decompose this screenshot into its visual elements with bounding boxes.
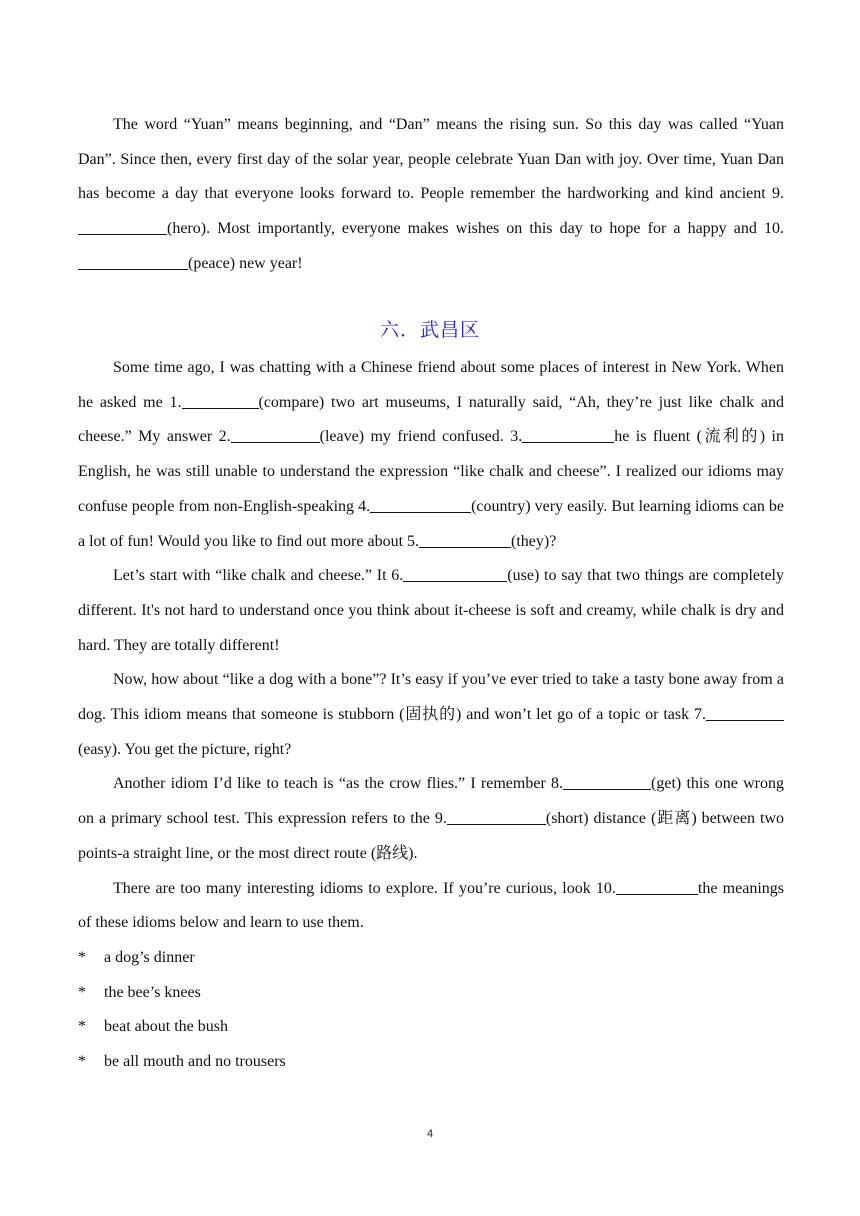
paragraph bbox=[78, 663, 784, 767]
bullet-star-icon: * bbox=[78, 948, 86, 966]
bullet-star-icon: * bbox=[78, 983, 86, 1001]
text-run: The word “Yuan” means beginning, and “Dan” means the rising sun. So this day was called “Yuan Dan”. Since then, every first day of the solar year, people celebrate Yuan Dan with joy. Over time, Yuan Dan has become a day that everyone looks forward to. People remember the hardworking and kind ancient 9. bbox=[78, 116, 784, 203]
bullet-star-icon: * bbox=[78, 1053, 86, 1071]
answer-blank-2[interactable] bbox=[231, 426, 320, 443]
text-run: (short) distance (距离) between two points-a straight line, or the most direct route (路线). bbox=[78, 810, 785, 862]
text-run: (peace) new year! bbox=[188, 254, 303, 272]
text-run: (compare) two art museums, I naturally said, “Ah, they’re just like chalk and cheese.” My answer 2. bbox=[78, 393, 785, 446]
idiom-text: a dog’s dinner bbox=[104, 948, 195, 966]
paragraph bbox=[78, 351, 784, 559]
section-heading: 六．武昌区 bbox=[379, 319, 480, 341]
list-item bbox=[78, 976, 784, 1011]
answer-blank-1[interactable] bbox=[182, 392, 259, 409]
idiom-text: be all mouth and no trousers bbox=[104, 1053, 286, 1071]
text-run: There are too many interesting idioms to explore. If you’re curious, look 10. bbox=[113, 879, 616, 897]
list-item bbox=[78, 941, 784, 976]
text-run: Another idiom I’d like to teach is “as the crow flies.” I remember 8. bbox=[113, 775, 564, 793]
answer-blank-6[interactable] bbox=[403, 565, 507, 582]
answer-blank-10[interactable] bbox=[616, 878, 698, 895]
answer-blank-10[interactable] bbox=[78, 253, 188, 270]
passage-yuan-dan bbox=[78, 108, 784, 282]
paragraph bbox=[78, 767, 784, 871]
paragraph bbox=[78, 108, 784, 282]
list-item bbox=[78, 1045, 784, 1080]
text-run: (country) very easily. But learning idioms can be a lot of fun! Would you like to find out more about 5. bbox=[78, 497, 784, 550]
answer-blank-9[interactable] bbox=[78, 218, 167, 235]
text-run: (leave) my friend confused. 3. bbox=[319, 428, 523, 446]
answer-blank-3[interactable] bbox=[522, 426, 614, 443]
text-run: Let’s start with “like chalk and cheese.” It 6. bbox=[113, 567, 404, 585]
paragraph bbox=[78, 872, 784, 941]
text-run: (use) to say that two things are completely different. It's not hard to understand once you think about it-cheese is soft and creamy, while chalk is dry and hard. They are totally different! bbox=[78, 567, 784, 654]
list-item bbox=[78, 1010, 784, 1045]
text-run: Some time ago, I was chatting with a Chinese friend about some places of interest in New York. When he asked me 1. bbox=[78, 359, 784, 411]
idiom-list bbox=[78, 941, 784, 1080]
idiom-text: the bee’s knees bbox=[104, 983, 201, 1001]
paragraph bbox=[78, 559, 784, 663]
text-run: the meanings of these idioms below and learn to use them. bbox=[78, 879, 785, 932]
text-run: Now, how about “like a dog with a bone”? It’s easy if you’ve ever tried to take a tasty bone away from a dog. This idiom means that someone is stubborn (固执的) and won’t let go of a topic or task 7. bbox=[78, 671, 784, 724]
answer-blank-8[interactable] bbox=[563, 773, 651, 790]
text-run: (easy). You get the picture, right? bbox=[78, 740, 292, 758]
text-run: (hero). Most importantly, everyone makes wishes on this day to hope for a happy and 10. bbox=[167, 220, 784, 238]
bullet-star-icon: * bbox=[78, 1018, 86, 1036]
text-run: (they)? bbox=[511, 532, 557, 550]
passage-idioms bbox=[78, 351, 784, 1080]
answer-blank-5[interactable] bbox=[419, 531, 511, 548]
page-number: 4 bbox=[426, 1128, 434, 1140]
answer-blank-4[interactable] bbox=[370, 496, 471, 513]
text-run: he is fluent (流利的) in English, he was still unable to understand the expression “like chalk and cheese”. I realized our idioms may confuse people from non-English-speaking 4. bbox=[78, 428, 785, 515]
idiom-text: beat about the bush bbox=[104, 1018, 228, 1036]
answer-blank-7[interactable] bbox=[706, 704, 784, 721]
text-run: (get) this one wrong on a primary school test. This expression refers to the 9. bbox=[78, 775, 784, 828]
answer-blank-9[interactable] bbox=[447, 808, 546, 825]
